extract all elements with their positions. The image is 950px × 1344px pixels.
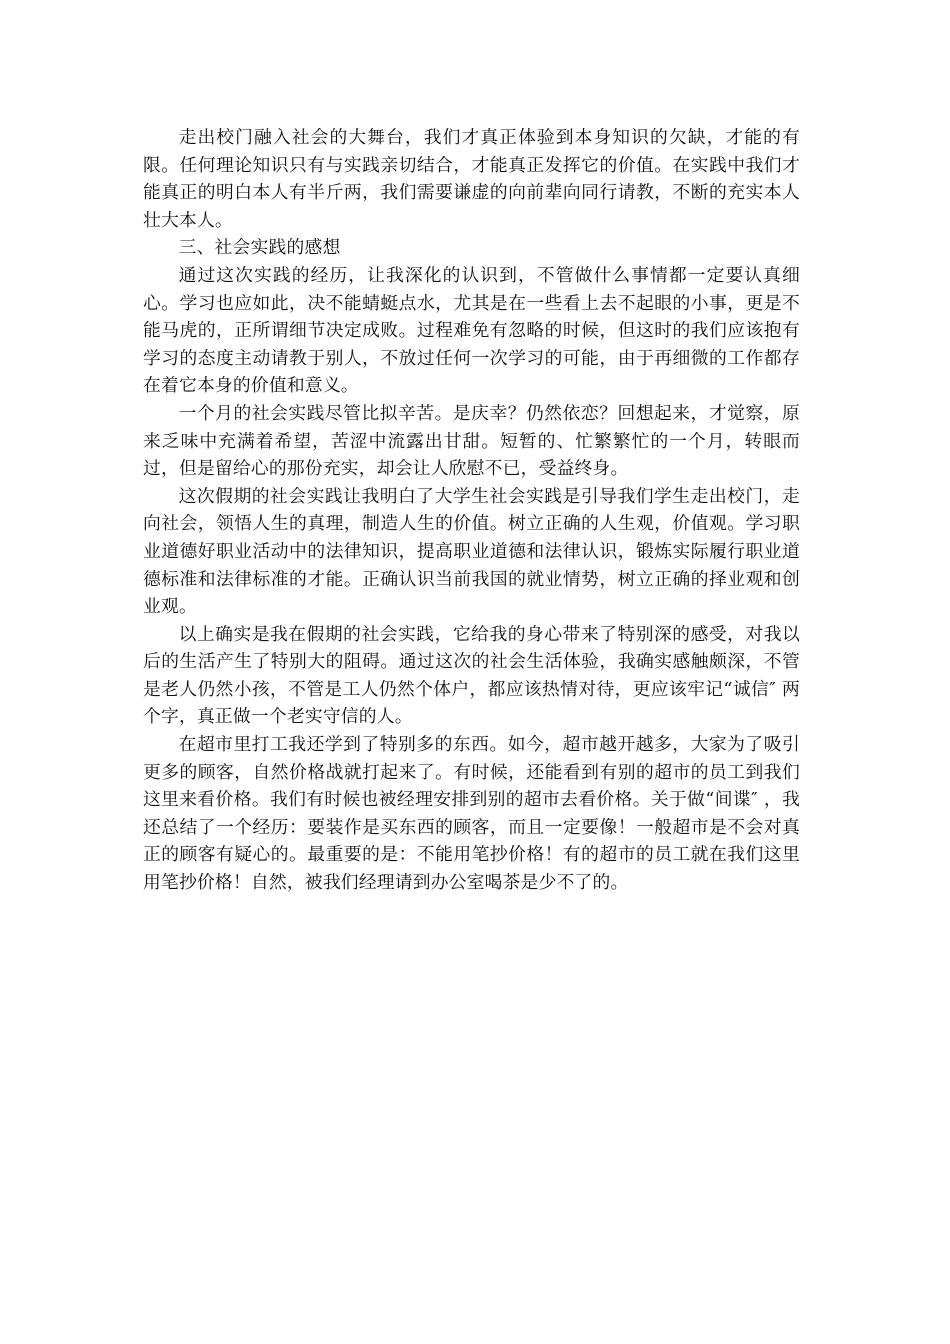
- paragraph-1: 走出校门融入社会的大舞台，我们才真正体验到本身知识的欠缺，才能的有限。任何理论知识只有与实践亲切结合，才能真正发挥它的价值。在实践中我们才能真正的明白本人有半斤两，我们需要谦虚的向前辈向同行请教，不断的充实本人壮大本人。: [143, 127, 800, 231]
- paragraph-5: 以上确实是我在假期的社会实践，它给我的身心带来了特别深的感受，对我以后的生活产生了特别大的阻碍。通过这次的社会生活体验，我确实感触颇深，不管是老人仍然小孩，不管是工人仍然个体户，都应该热情对待，更应该牢记“诚信″ 两个字，真正做一个老实守信的人。: [143, 623, 800, 728]
- paragraph-6: 在超市里打工我还学到了特别多的东西。如今，超市越开越多，大家为了吸引更多的顾客，自然价格战就打起来了。有时候，还能看到有别的超市的员工到我们这里来看价格。我们有时候也被经理安排到别的超市去看价格。关于做“间谍″ ，我还总结了一个经历：要装作是买东西的顾客，而且一定要像！一般超市是不会对真正的顾客有疑心的。最重要的是：不能用笔抄价格！有的超市的员工就在我们这里用笔抄价格！自然，被我们经理请到办公室喝茶是少不了的。: [143, 734, 800, 894]
- paragraph-4: 这次假期的社会实践让我明白了大学生社会实践是引导我们学生走出校门，走向社会，领悟人生的真理，制造人生的价值。树立正确的人生观，价值观。学习职业道德好职业活动中的法律知识，提高职业道德和法律认识，锻炼实际履行职业道德标准和法律标准的才能。正确认识当前我国的就业情势，树立正确的择业观和创业观。: [143, 485, 800, 618]
- document-body: [143, 124, 800, 897]
- section-heading: 三、社会实践的感想: [178, 237, 341, 259]
- paragraph-2: 通过这次实践的经历，让我深化的认识到，不管做什么事情都一定要认真细心。学习也应如此，决不能蜻蜓点水，尤其是在一些看上去不起眼的小事，更是不能马虎的，正所谓细节决定成败。过程难免有忽略的时候，但这时的我们应该抱有学习的态度主动请教于别人，不放过任何一次学习的可能，由于再细微的工作都存在着它本身的价值和意义。: [143, 264, 800, 397]
- paragraph-3: 一个月的社会实践尽管比拟辛苦。是庆幸？仍然依恋？回想起来，才觉察，原来乏味中充满着希望，苦涩中流露出甘甜。短暂的、忙繁繁忙的一个月，转眼而过，但是留给心的那份充实，却会让人欣慰不已，受益终身。: [143, 402, 800, 480]
